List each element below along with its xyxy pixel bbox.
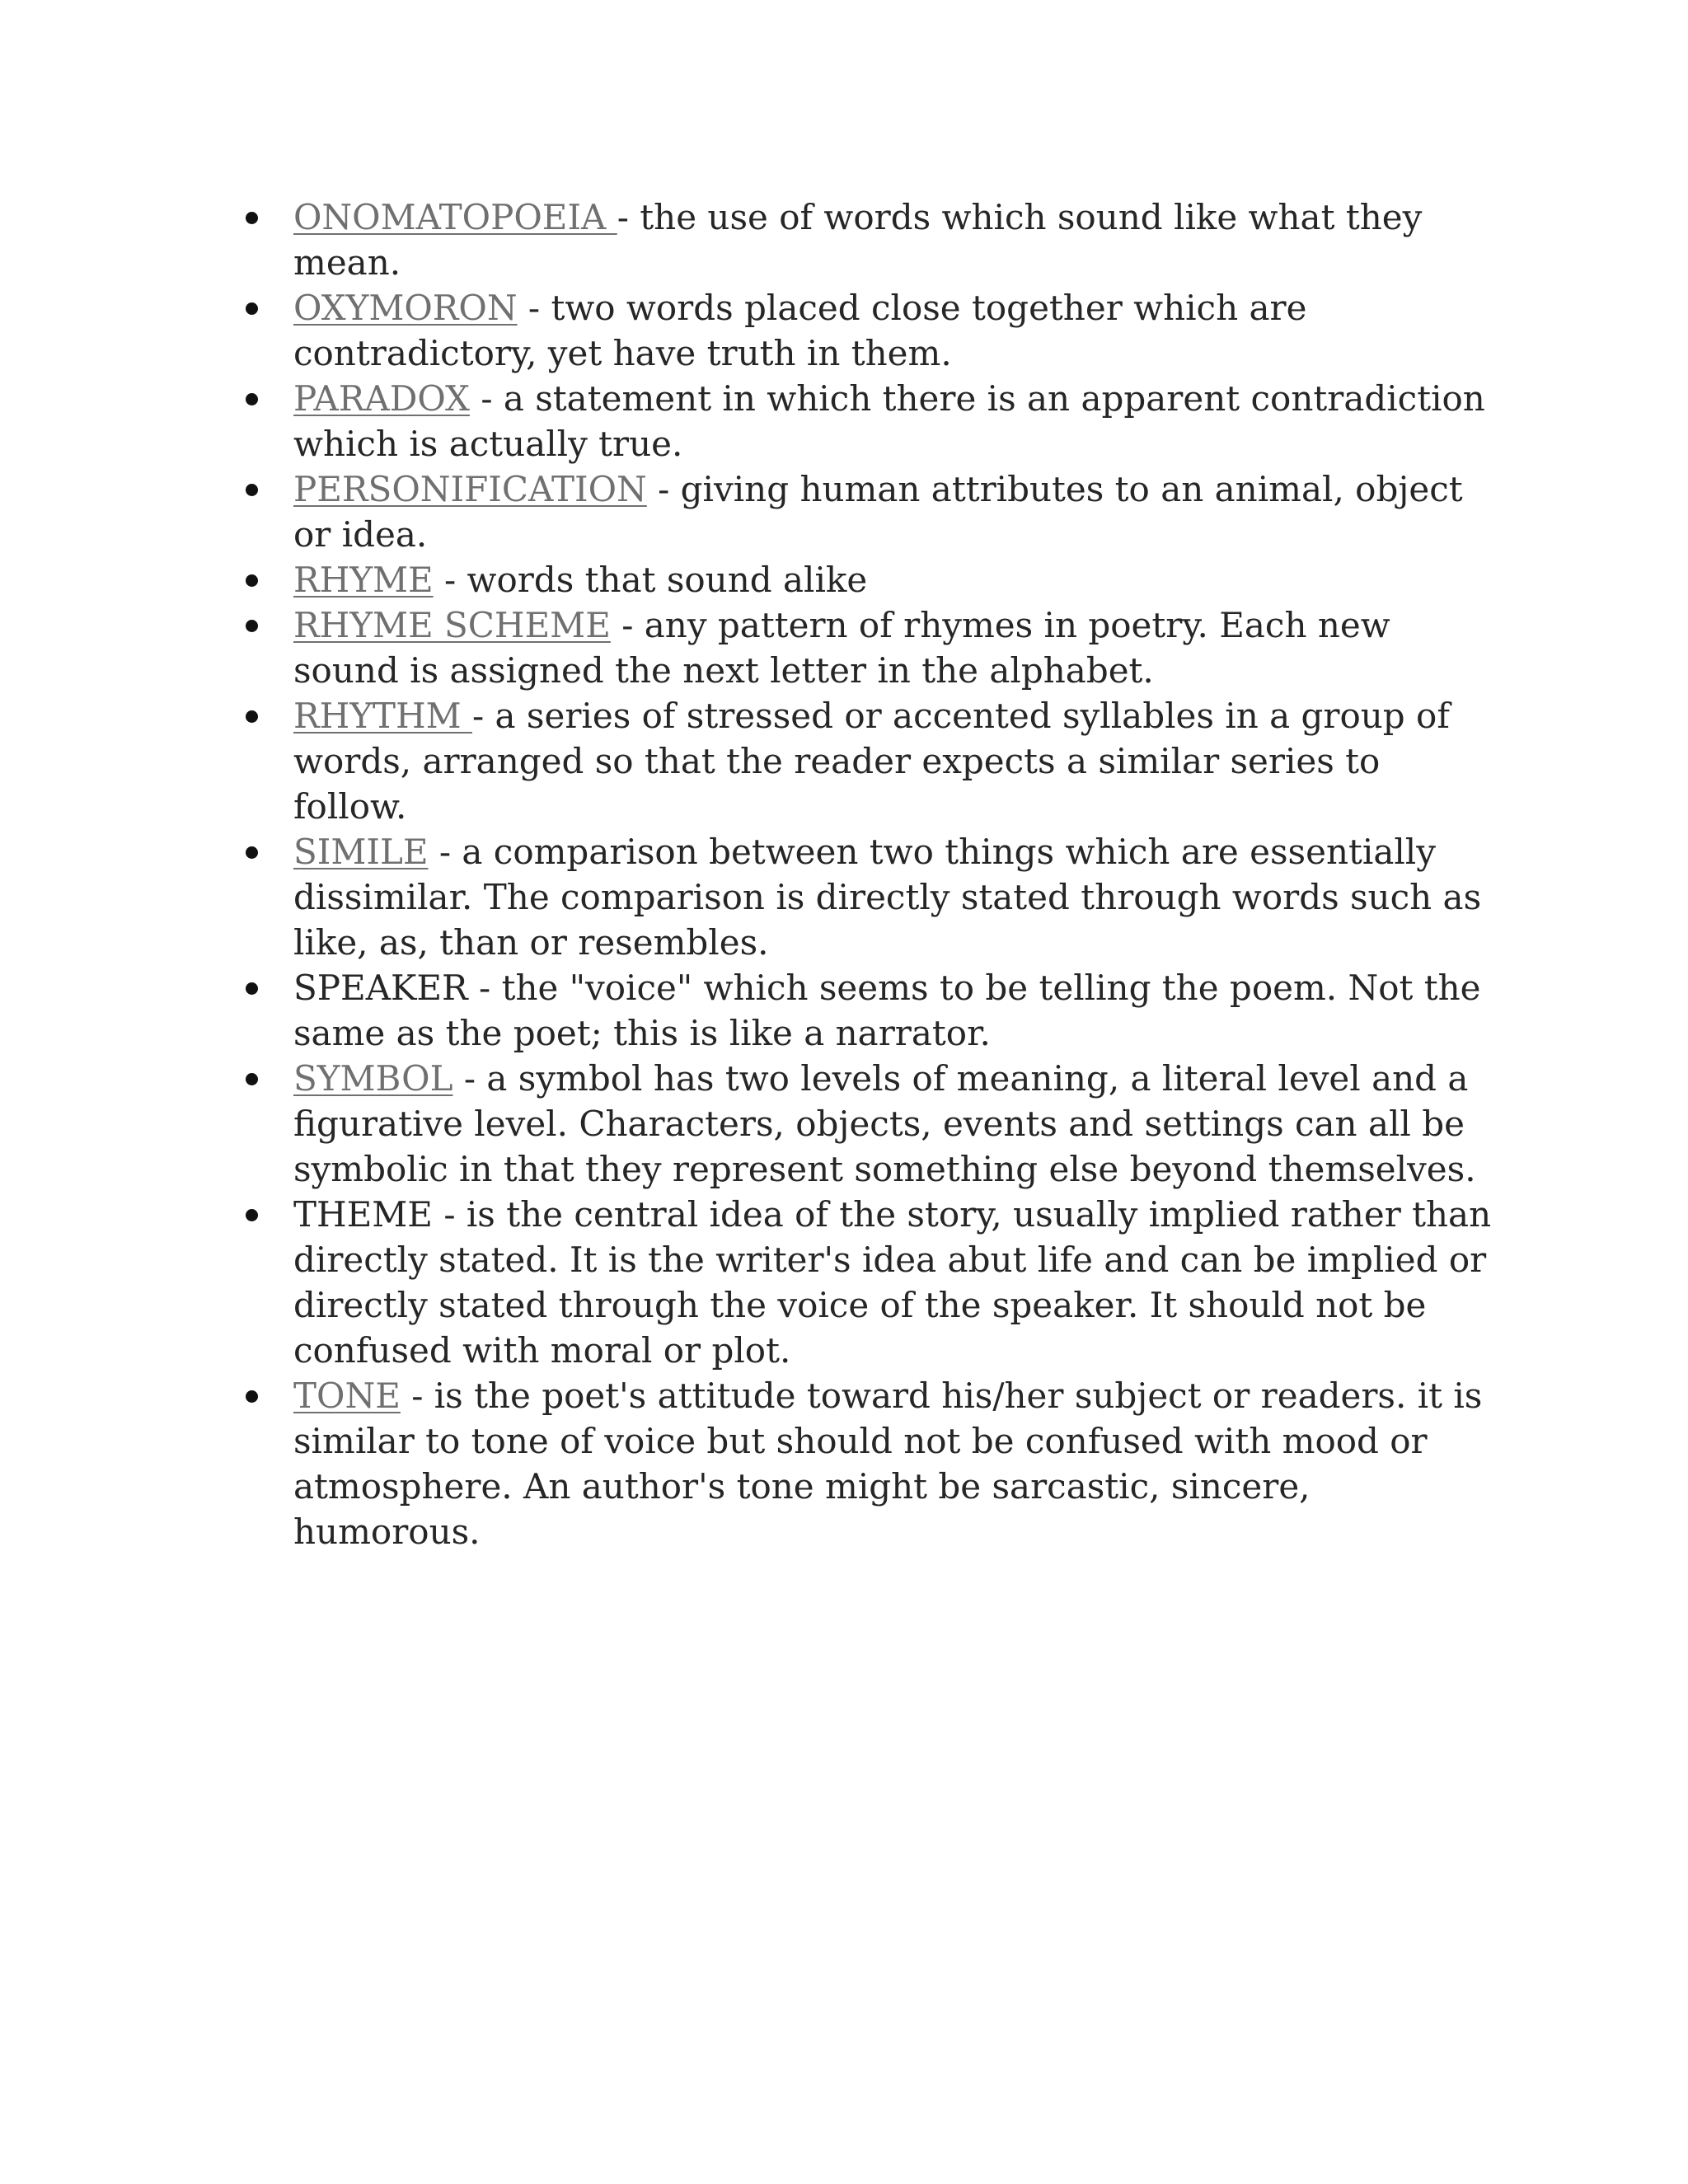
list-item-tone	[239, 1373, 1492, 1554]
definition-text: - the "voice" which seems to be telling the poem. Not the same as the poet; this is like a narrator.	[293, 968, 1481, 1053]
term-speaker: SPEAKER	[293, 968, 468, 1008]
term-link-simile[interactable]: SIMILE	[293, 832, 429, 872]
definition-text: - words that sound alike	[433, 560, 868, 600]
definition-text: - a series of stressed or accented syllables in a group of words, arranged so that the reader expects a similar series to follow.	[293, 696, 1450, 827]
list-item-symbol	[239, 1056, 1492, 1192]
definition-text: - a symbol has two levels of meaning, a literal level and a figurative level. Characters, objects, events and settings can all be symbolic in that they represent something else beyond themselves.	[293, 1058, 1476, 1189]
list-item-rhythm	[239, 693, 1492, 829]
list-item-speaker	[239, 965, 1492, 1056]
bullet-icon	[246, 846, 258, 859]
list-item-onomatopoeia	[239, 194, 1492, 285]
term-link-symbol[interactable]: SYMBOL	[293, 1058, 453, 1099]
list-item-rhyme-scheme	[239, 602, 1492, 693]
term-link-rhythm[interactable]: RHYTHM	[293, 696, 472, 736]
definition-text: - two words placed close together which are contradictory, yet have truth in them.	[293, 288, 1307, 373]
term-link-tone[interactable]: TONE	[293, 1376, 401, 1416]
bullet-icon	[246, 1390, 258, 1403]
list-item-oxymoron	[239, 285, 1492, 376]
list-item-rhyme	[239, 557, 1492, 602]
definition-text: - any pattern of rhymes in poetry. Each new sound is assigned the next letter in the alphabet.	[293, 605, 1390, 691]
term-link-oxymoron[interactable]: OXYMORON	[293, 288, 518, 328]
definition-text: - the use of words which sound like what they mean.	[293, 197, 1423, 283]
term-link-onomatopoeia[interactable]: ONOMATOPOEIA	[293, 197, 617, 237]
bullet-icon	[246, 302, 258, 315]
term-theme: THEME	[293, 1194, 433, 1235]
bullet-icon	[246, 393, 258, 405]
term-link-paradox[interactable]: PARADOX	[293, 378, 470, 419]
definition-text: - giving human attributes to an animal, object or idea.	[293, 469, 1463, 555]
bullet-icon	[246, 212, 258, 224]
list-item-simile	[239, 829, 1492, 965]
definition-text: - a comparison between two things which are essentially dissimilar. The comparison is directly stated through words such as like, as, than or resembles.	[293, 832, 1482, 963]
bullet-icon	[246, 484, 258, 496]
bullet-icon	[246, 710, 258, 723]
poetry-terms-list	[239, 194, 1492, 1554]
definition-text: - a statement in which there is an apparent contradiction which is actually true.	[293, 378, 1485, 464]
bullet-icon	[246, 1073, 258, 1085]
definition-text: - is the central idea of the story, usually implied rather than directly stated. It is the writer's idea abut life and can be implied or directly stated through the voice of the speaker. It should not be confused with moral or plot.	[293, 1194, 1492, 1371]
definition-text: - is the poet's attitude toward his/her subject or readers. it is similar to tone of voice but should not be confused with mood or atmosphere. An author's tone might be sarcastic, sincere, humorous.	[293, 1376, 1483, 1552]
bullet-icon	[246, 574, 258, 587]
list-item-personification	[239, 466, 1492, 557]
list-item-paradox	[239, 376, 1492, 466]
list-item-theme	[239, 1192, 1492, 1373]
term-link-rhyme[interactable]: RHYME	[293, 560, 434, 600]
term-link-personification[interactable]: PERSONIFICATION	[293, 469, 647, 509]
term-link-rhyme-scheme[interactable]: RHYME SCHEME	[293, 605, 611, 645]
bullet-icon	[246, 1209, 258, 1221]
bullet-icon	[246, 982, 258, 995]
bullet-icon	[246, 620, 258, 632]
